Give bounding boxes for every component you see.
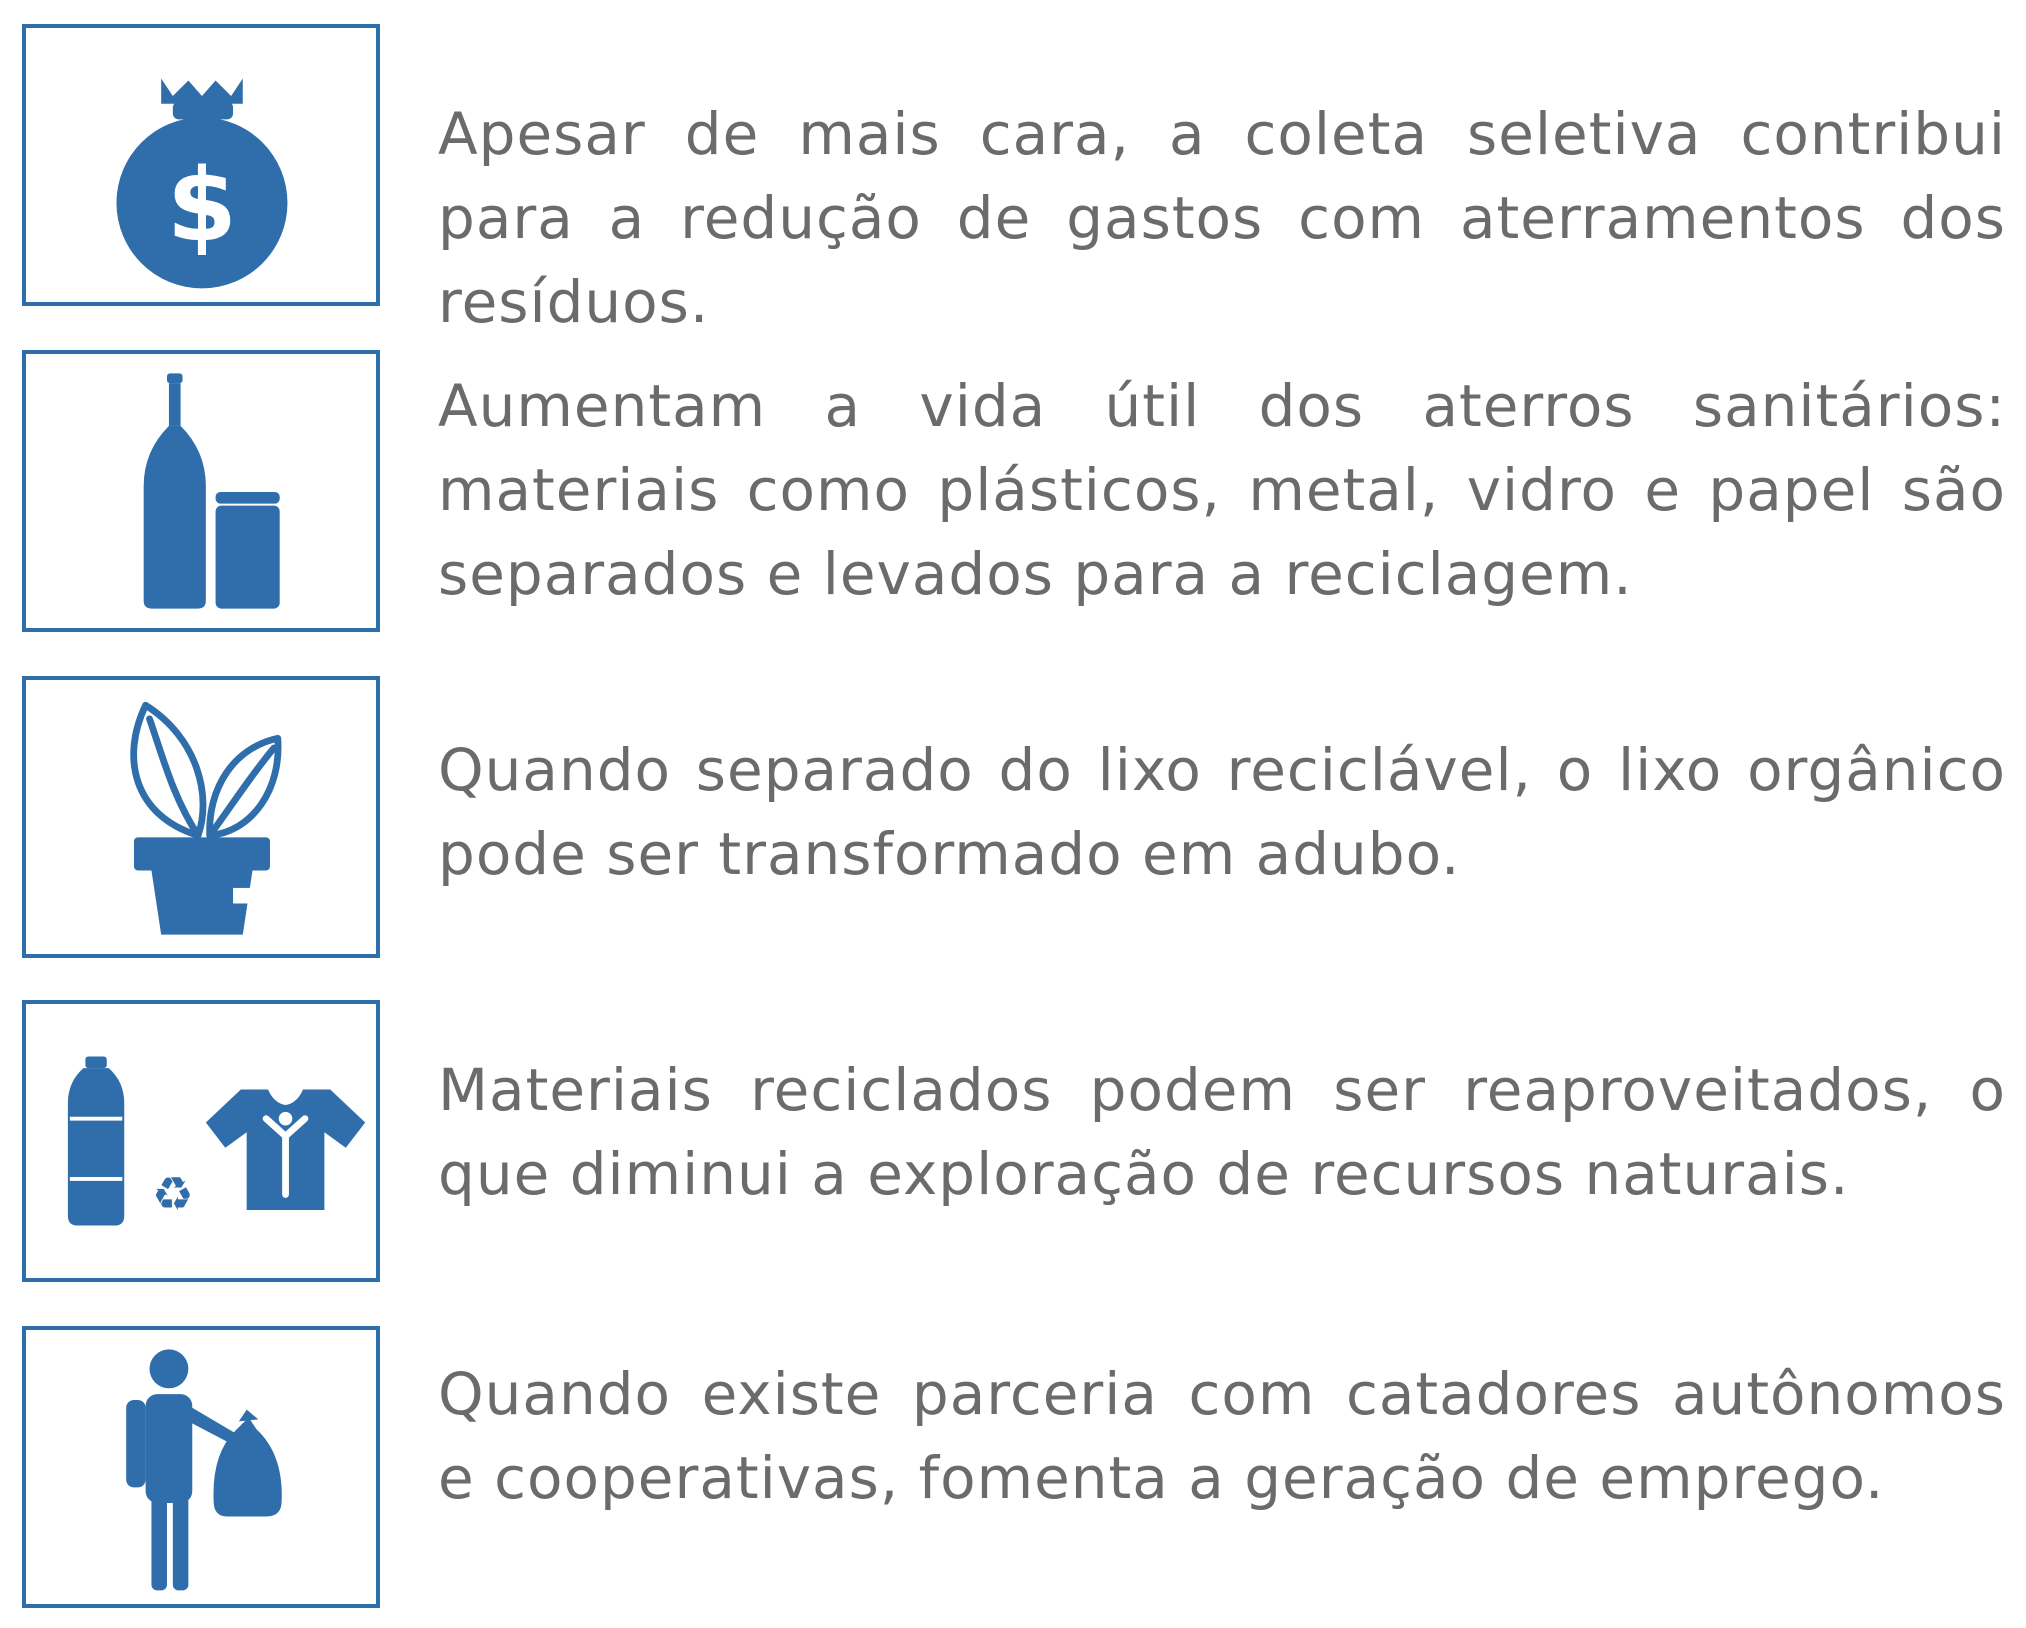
benefit-text-3: Quando separado do lixo reciclável, o lixo orgânico pode ser transformado em adubo. (438, 736, 2006, 888)
svg-text:♻: ♻ (151, 1166, 194, 1221)
benefit-icon-box-2 (22, 350, 380, 632)
bottle-and-can-icon (26, 354, 376, 628)
bottle-recycle-shirt-icon (26, 1004, 376, 1278)
benefit-icon-box-4 (22, 1000, 380, 1282)
benefit-text-4: Materiais reciclados podem ser reaproveitados, o que diminui a exploração de recursos naturais. (438, 1056, 2006, 1208)
benefit-icon-box-1 (22, 24, 380, 306)
svg-text:$: $ (166, 145, 238, 264)
plant-pot-icon (26, 680, 376, 954)
benefit-text-1: Apesar de mais cara, a coleta seletiva contribui para a redução de gastos com aterramentos dos resíduos. (438, 100, 2006, 336)
benefit-icon-box-3 (22, 676, 380, 958)
benefit-icon-box-5 (22, 1326, 380, 1608)
benefit-text-2: Aumentam a vida útil dos aterros sanitários: materiais como plásticos, metal, vidro e papel são separados e levados para a reciclagem. (438, 372, 2006, 608)
person-trash-bag-icon (26, 1330, 376, 1604)
money-bag-icon (26, 28, 376, 302)
benefit-text-5: Quando existe parceria com catadores autônomos e cooperativas, fomenta a geração de emprego. (438, 1360, 2006, 1512)
